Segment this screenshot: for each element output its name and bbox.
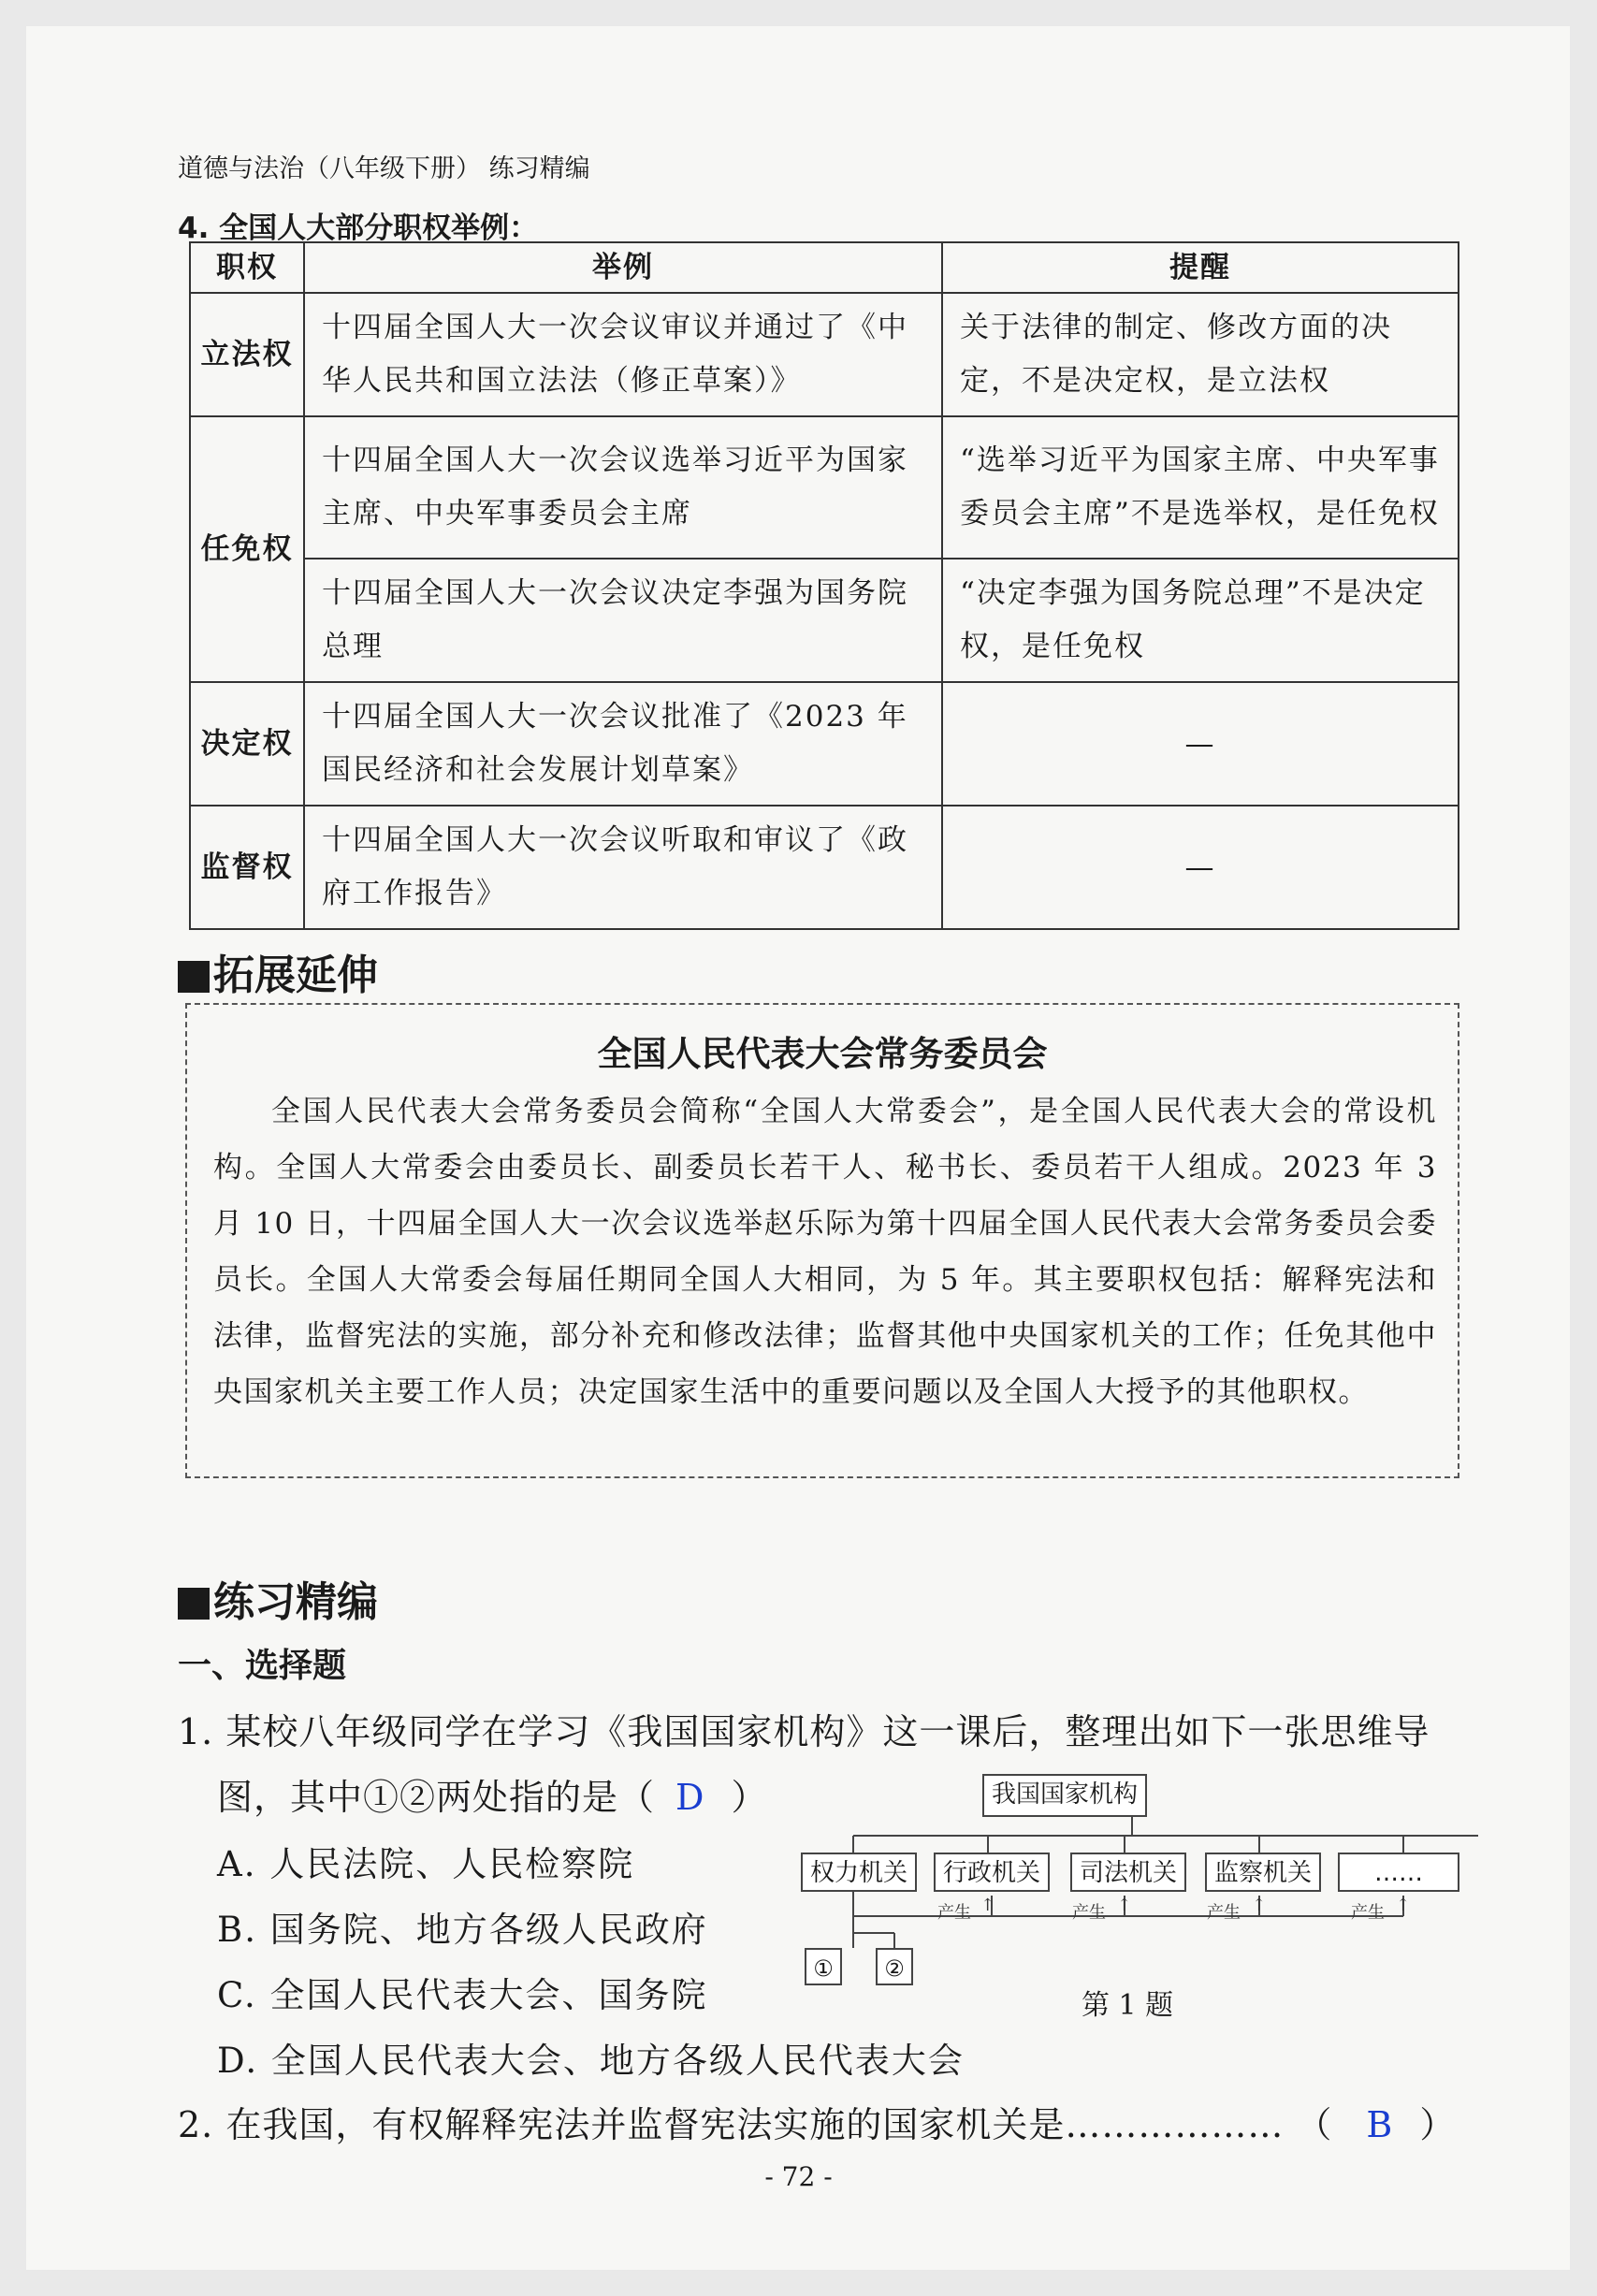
powers-table: [189, 241, 1459, 930]
q2-stem-text: 2. 在我国，有权解释宪法并监督宪法实施的国家机关是……………… （: [178, 2104, 1333, 2145]
diagram-branch: 监察机关: [1205, 1853, 1321, 1892]
power-cell: 决定权: [190, 682, 304, 806]
arrow-label: 产生: [1207, 1903, 1241, 1923]
section-4-title: 4. 全国人大部分职权举例：: [178, 211, 539, 245]
table-header-row: [190, 242, 1459, 293]
note-cell: “决定李强为国务院总理”不是决定权，是任免权: [942, 559, 1459, 682]
diagram-leaf-2: ②: [876, 1948, 913, 1985]
example-cell: 十四届全国人大一次会议选举习近平为国家主席、中央军事委员会主席: [304, 416, 942, 559]
arrow-label: 产生: [937, 1903, 971, 1923]
table-row: [190, 416, 1459, 559]
page-number: - 72 -: [764, 2161, 833, 2192]
diagram-leaf-1: ①: [805, 1948, 842, 1985]
power-cell: 监督权: [190, 806, 304, 929]
note-cell: “选举习近平为国家主席、中央军事委员会主席”不是选举权，是任免权: [942, 416, 1459, 559]
up-arrow-icon: ↑: [1396, 1896, 1411, 1915]
extension-box-title: 全国人民代表大会常务委员会: [597, 1034, 1048, 1074]
q1-stem-line2: [217, 1768, 768, 1820]
arrow-label: 产生: [1072, 1903, 1106, 1923]
diagram-branch: 权力机关: [801, 1853, 917, 1892]
diagram-caption: 第 1 题: [1082, 1989, 1174, 2022]
example-cell: 十四届全国人大一次会议审议并通过了《中华人民共和国立法法（修正草案）》: [304, 293, 942, 416]
extension-section-title: [178, 941, 378, 1001]
extension-box-body: 全国人民代表大会常务委员会简称“全国人大常委会”，是全国人民代表大会的常设机构。全国人大常委会由委员长、副委员长若干人、秘书长、委员若干人组成。2023 年 3 月 10 日，十四届全国人大一次会议选举赵乐际为第十四届全国人民代表大会常务委员会委员长。全国人大常委会每届任期同全国人大相同，为 5 年。其主要职权包括：解释宪法和法律，监督宪法的实施，部分补充和修改法律；监督其他中央国家机关的工作；任免其他中央国家机关主要工作人员；决定国家生活中的重要问题以及全国人大授予的其他职权。: [213, 1095, 1437, 1409]
q1-option-c: C. 全国人民代表大会、国务院: [217, 1975, 708, 2015]
table-row: [190, 293, 1459, 416]
diagram-root: 我国国家机构: [982, 1774, 1147, 1817]
q1-stem-close: ）: [731, 1777, 768, 1818]
q1-answer: D: [675, 1777, 705, 1818]
q2-stem: [178, 2096, 1456, 2147]
up-arrow-icon: ↑: [1252, 1896, 1267, 1915]
page-header: 道德与法治（八年级下册） 练习精编: [178, 154, 590, 183]
q2-answer: B: [1366, 2104, 1394, 2145]
extension-box: [185, 1003, 1459, 1478]
table-row: [190, 682, 1459, 806]
square-bullet-icon: [178, 961, 210, 993]
diagram-branch: ……: [1338, 1853, 1459, 1892]
diagram-branch: 司法机关: [1070, 1853, 1186, 1892]
practice-title-text: 练习精编: [213, 1578, 378, 1626]
practice-section-title: [178, 1568, 378, 1628]
power-cell: 任免权: [190, 416, 304, 682]
q1-stem-line1: 1. 某校八年级同学在学习《我国国家机构》这一课后，整理出如下一张思维导: [178, 1711, 1430, 1752]
table-row: [190, 559, 1459, 682]
up-arrow-icon: ↑: [1117, 1896, 1132, 1915]
header-note: 提醒: [942, 242, 1459, 293]
table-row: [190, 806, 1459, 929]
note-cell: 关于法律的制定、修改方面的决定，不是决定权，是立法权: [942, 293, 1459, 416]
q1-option-b: B. 国务院、地方各级人民政府: [217, 1910, 708, 1950]
example-cell: 十四届全国人大一次会议批准了《2023 年国民经济和社会发展计划草案》: [304, 682, 942, 806]
note-cell: —: [942, 682, 1459, 806]
q1-option-a: A. 人民法院、人民检察院: [217, 1844, 635, 1884]
up-arrow-icon: ↑: [980, 1896, 995, 1915]
example-cell: 十四届全国人大一次会议决定李强为国务院总理: [304, 559, 942, 682]
arrow-label: 产生: [1351, 1903, 1385, 1923]
example-cell: 十四届全国人大一次会议听取和审议了《政府工作报告》: [304, 806, 942, 929]
subsection-title: 一、选择题: [178, 1647, 347, 1685]
q2-stem-close: ）: [1419, 2104, 1457, 2145]
header-example: 举例: [304, 242, 942, 293]
power-cell: 立法权: [190, 293, 304, 416]
extension-title-text: 拓展延伸: [213, 952, 378, 999]
header-power: 职权: [190, 242, 304, 293]
q1-stem-text: 图，其中①②两处指的是（: [217, 1777, 656, 1818]
diagram-branch: 行政机关: [934, 1853, 1050, 1892]
note-cell: —: [942, 806, 1459, 929]
q1-option-d: D. 全国人民代表大会、地方各级人民代表大会: [217, 2041, 965, 2081]
square-bullet-icon: [178, 1588, 210, 1620]
